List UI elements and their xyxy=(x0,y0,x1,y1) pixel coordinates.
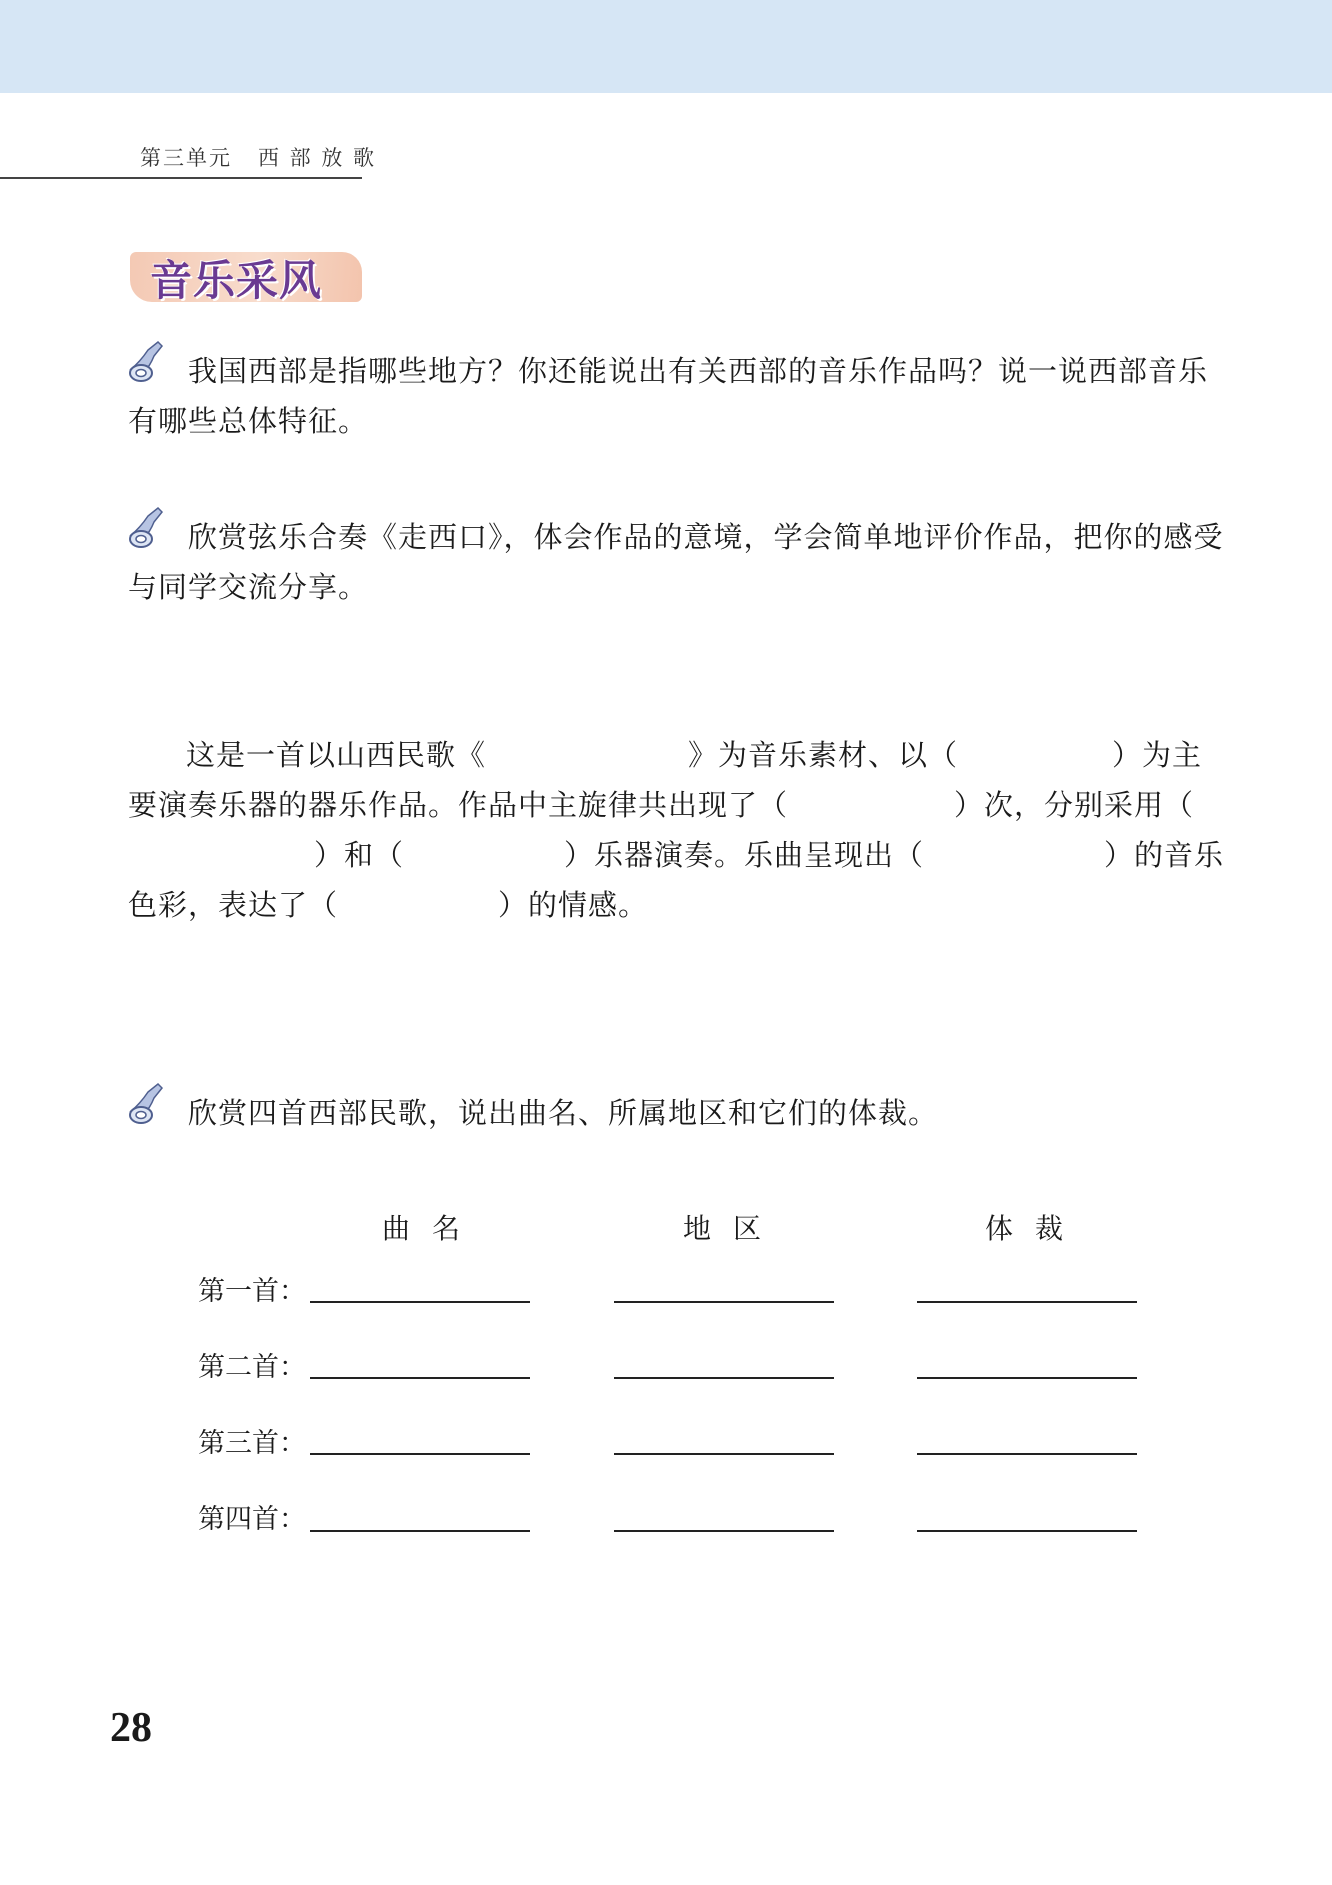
fill-in-text-3: ）为主要演奏乐器的器乐作品。作品中主旋律共出现了（ xyxy=(128,738,1203,822)
column-header-genre: 体裁 xyxy=(985,1212,1086,1245)
question-1-text: 我国西部是指哪些地方？你还能说出有关西部的音乐作品吗？说一说西部音乐有哪些总体特征。 xyxy=(128,354,1209,438)
fill-in-text-7: ）的音乐色彩，表达了（ xyxy=(128,838,1225,922)
answer-line-song-4[interactable] xyxy=(310,1530,530,1532)
fill-in-text-4: ）次，分别采用（ xyxy=(954,788,1195,822)
fill-in-text-6: ）乐器演奏。乐曲呈现出（ xyxy=(564,838,925,872)
question-3 xyxy=(128,1088,1228,1138)
fill-in-text-2: 》为音乐素材、以（ xyxy=(688,738,959,772)
row-label-2: 第二首： xyxy=(198,1352,306,1383)
top-color-band xyxy=(0,0,1332,93)
answer-line-song-3[interactable] xyxy=(310,1453,530,1455)
fill-in-paragraph xyxy=(128,730,1230,930)
answer-line-genre-3[interactable] xyxy=(917,1453,1137,1455)
answer-line-genre-4[interactable] xyxy=(917,1530,1137,1532)
column-header-song: 曲名 xyxy=(382,1212,483,1245)
answer-line-genre-2[interactable] xyxy=(917,1377,1137,1379)
answer-line-region-2[interactable] xyxy=(614,1377,834,1379)
answer-line-region-4[interactable] xyxy=(614,1530,834,1532)
unit-topic: 西 部 放 歌 xyxy=(258,146,377,170)
section-title-text: 音乐采风 xyxy=(150,256,323,305)
row-label-1: 第一首： xyxy=(198,1276,306,1307)
answer-line-genre-1[interactable] xyxy=(917,1301,1137,1303)
fill-in-text-5: ）和（ xyxy=(314,838,405,872)
answer-line-song-1[interactable] xyxy=(310,1301,530,1303)
question-2 xyxy=(128,512,1228,612)
answer-line-region-3[interactable] xyxy=(614,1453,834,1455)
answer-line-region-1[interactable] xyxy=(614,1301,834,1303)
header-divider xyxy=(0,177,362,179)
page-number: 28 xyxy=(110,1705,152,1751)
row-label-3: 第三首： xyxy=(198,1428,306,1459)
fill-in-text-1: 这是一首以山西民歌《 xyxy=(186,738,487,772)
column-header-region: 地区 xyxy=(683,1212,784,1245)
question-2-text: 欣赏弦乐合奏《走西口》，体会作品的意境，学会简单地评价作品，把你的感受与同学交流分享。 xyxy=(128,520,1224,604)
unit-label: 第三单元 xyxy=(140,146,232,170)
section-title xyxy=(130,246,365,304)
unit-header xyxy=(140,142,376,172)
answer-line-song-2[interactable] xyxy=(310,1377,530,1379)
question-3-text: 欣赏四首西部民歌，说出曲名、所属地区和它们的体裁。 xyxy=(188,1096,939,1130)
fill-in-text-8: ）的情感。 xyxy=(498,888,649,922)
row-label-4: 第四首： xyxy=(198,1504,306,1535)
question-1 xyxy=(128,346,1228,446)
